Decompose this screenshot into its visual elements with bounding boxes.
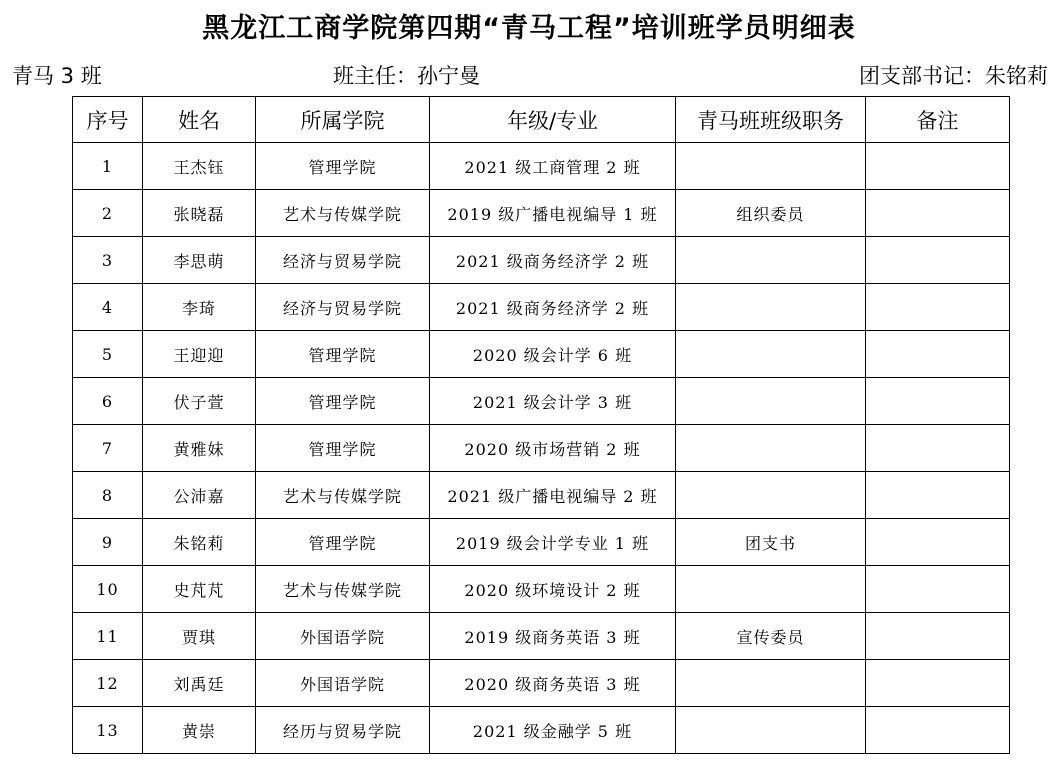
branch-secretary: 团支部书记：朱铭莉 [859,64,1048,88]
cell-college: 管理学院 [256,519,430,566]
cell-major: 2021 级会计学 3 班 [430,378,676,425]
cell-duty [676,331,866,378]
cell-no: 12 [73,660,143,707]
cell-note [866,519,1010,566]
cell-major: 2020 级环境设计 2 班 [430,566,676,613]
cell-duty [676,707,866,754]
cell-duty [676,660,866,707]
cell-note [866,190,1010,237]
table-header-row [73,97,1010,143]
cell-major: 2021 级金融学 5 班 [430,707,676,754]
table-row [73,331,1010,378]
cell-major: 2020 级市场营销 2 班 [430,425,676,472]
cell-college: 艺术与传媒学院 [256,190,430,237]
page-title: 黑龙江工商学院第四期“青马工程”培训班学员明细表 [202,13,856,44]
cell-no: 1 [73,143,143,190]
cell-major: 2021 级商务经济学 2 班 [430,284,676,331]
cell-major: 2020 级会计学 6 班 [430,331,676,378]
cell-no: 8 [73,472,143,519]
cell-no: 5 [73,331,143,378]
header-college: 所属学院 [256,97,430,143]
class-name: 青马 3 班 [12,64,102,88]
head-teacher: 班主任：孙宁曼 [333,64,480,88]
cell-name: 黄崇 [143,707,256,754]
cell-no: 4 [73,284,143,331]
table-row [73,143,1010,190]
roster-table [72,96,1010,754]
cell-college: 外国语学院 [256,660,430,707]
table-row [73,707,1010,754]
header-major: 年级/专业 [430,97,676,143]
cell-name: 王迎迎 [143,331,256,378]
cell-no: 6 [73,378,143,425]
cell-college: 管理学院 [256,425,430,472]
cell-college: 经济与贸易学院 [256,237,430,284]
cell-college: 经历与贸易学院 [256,707,430,754]
cell-note [866,660,1010,707]
cell-college: 艺术与传媒学院 [256,472,430,519]
table-row [73,425,1010,472]
table-row [73,237,1010,284]
table-row [73,378,1010,425]
cell-college: 艺术与传媒学院 [256,566,430,613]
cell-note [866,143,1010,190]
cell-major: 2019 级广播电视编导 1 班 [430,190,676,237]
cell-no: 3 [73,237,143,284]
cell-name: 朱铭莉 [143,519,256,566]
cell-name: 王杰钰 [143,143,256,190]
cell-major: 2021 级工商管理 2 班 [430,143,676,190]
header-no: 序号 [73,97,143,143]
table-row [73,613,1010,660]
cell-duty [676,566,866,613]
cell-name: 伏子萱 [143,378,256,425]
cell-college: 管理学院 [256,331,430,378]
cell-major: 2021 级商务经济学 2 班 [430,237,676,284]
cell-no: 2 [73,190,143,237]
cell-no: 13 [73,707,143,754]
cell-name: 刘禹廷 [143,660,256,707]
cell-duty [676,378,866,425]
cell-duty: 组织委员 [676,190,866,237]
header-duty: 青马班班级职务 [676,97,866,143]
cell-duty [676,472,866,519]
cell-duty [676,425,866,472]
cell-note [866,566,1010,613]
header-name: 姓名 [143,97,256,143]
cell-duty [676,237,866,284]
table-row [73,190,1010,237]
cell-note [866,472,1010,519]
cell-name: 史芃芃 [143,566,256,613]
cell-college: 经济与贸易学院 [256,284,430,331]
table-row [73,660,1010,707]
table-row [73,519,1010,566]
cell-note [866,237,1010,284]
cell-note [866,331,1010,378]
cell-note [866,425,1010,472]
cell-note [866,378,1010,425]
cell-note [866,613,1010,660]
cell-name: 李思萌 [143,237,256,284]
cell-no: 9 [73,519,143,566]
cell-duty: 宣传委员 [676,613,866,660]
cell-duty [676,143,866,190]
cell-major: 2021 级广播电视编导 2 班 [430,472,676,519]
cell-no: 7 [73,425,143,472]
cell-duty: 团支书 [676,519,866,566]
cell-name: 公沛嘉 [143,472,256,519]
cell-college: 外国语学院 [256,613,430,660]
cell-name: 贾琪 [143,613,256,660]
cell-major: 2020 级商务英语 3 班 [430,660,676,707]
cell-college: 管理学院 [256,378,430,425]
cell-note [866,707,1010,754]
cell-no: 10 [73,566,143,613]
roster-body [73,143,1010,754]
cell-duty [676,284,866,331]
cell-name: 张晓磊 [143,190,256,237]
cell-name: 黄雅妹 [143,425,256,472]
cell-name: 李琦 [143,284,256,331]
header-note: 备注 [866,97,1010,143]
cell-no: 11 [73,613,143,660]
cell-note [866,284,1010,331]
cell-major: 2019 级会计学专业 1 班 [430,519,676,566]
table-row [73,284,1010,331]
cell-college: 管理学院 [256,143,430,190]
cell-major: 2019 级商务英语 3 班 [430,613,676,660]
table-row [73,472,1010,519]
table-row [73,566,1010,613]
